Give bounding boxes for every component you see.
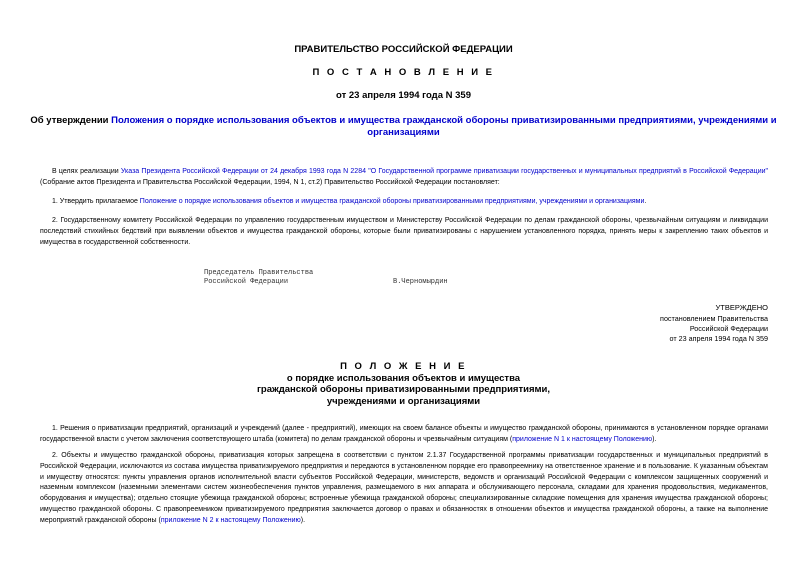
- regulation-title: [0, 361, 807, 407]
- preamble-paragraph: [40, 167, 768, 189]
- item-1-paragraph: [40, 197, 768, 208]
- signature-position-line1: Председатель Правительства: [204, 269, 314, 277]
- regulation-item-1-suffix: ).: [652, 435, 657, 443]
- regulation-head: П О Л О Ж Е Н И Е: [340, 361, 467, 372]
- regulation-item-2-paragraph: [40, 451, 768, 527]
- document-date-number: от 23 апреля 1994 года N 359: [336, 90, 471, 101]
- document-type: П О С Т А Н О В Л Е Н И Е: [312, 67, 495, 78]
- subject-link[interactable]: Положения о порядке использования объектов и имущества гражданской обороны приватизированными предприятиями, учреждениями и организациями: [111, 115, 777, 138]
- regulation-link[interactable]: Положение о порядке использования объектов и имущества гражданской обороны приватизированными предприятиями, учреждениями и организациями: [139, 198, 645, 205]
- regulation-line1: о порядке использования объектов и имущества: [286, 372, 521, 384]
- regulation-item-2-text: 2. Объекты и имущество гражданской обороны, приватизация которых запрещена в соответствии с пунктом 2.1.37 Государственной программы приватизации государственных и муниципальных предприятий в Российской Федерации, исключаются из состава имущества приватизируемого предприятия и передаются в установленном порядке его правопреемнику на ответственное хранение и в пользование. К указанным объектам и имуществу относятся: пункты управления органов исполнительной власти субъектов Российской Федерации, министерств, ведомств и организаций Российской Федерации с комплексом защищенных сооружений и наземным комплексом (наземными элементами систем жизнеобеспечения пунктов управления, размещаемого в них аппарата и обслуживающего персонала, складами для хранения продовольствия, медикаментов, оборудования и имущества); отдельно стоящие убежища гражданской обороны; встроенные убежища гражданской обороны; специализированные складские помещения для хранения имущества гражданской обороны; имущество гражданской обороны. С правопреемником приватизируемого предприятия заключается договор о правах и обязанностях в отношении объектов и имущества гражданской обороны, а также на выполнение мероприятий гражданской обороны (: [40, 452, 768, 524]
- subject-prefix: Об утверждении: [30, 115, 112, 126]
- government-title: ПРАВИТЕЛЬСТВО РОССИЙСКОЙ ФЕДЕРАЦИИ: [294, 44, 513, 55]
- preamble-suffix: (Собрание актов Президента и Правительства Российской Федерации, 1994, N 1, ст.2) Правительство Российской Федерации постановляет:: [40, 178, 500, 186]
- item-1-prefix: 1. Утвердить прилагаемое: [52, 198, 140, 205]
- item-1-suffix: .: [644, 198, 647, 205]
- appendix-2-link[interactable]: приложение N 2 к настоящему Положению: [160, 516, 301, 524]
- decree-link[interactable]: Указа Президента Российской Федерации от 24 декабря 1993 года N 2284 "О Государственной программе приватизации государственных и муниципальных предприятий в Российской Федерации": [120, 168, 768, 175]
- approved-line2: Российской Федерации: [689, 324, 768, 333]
- regulation-item-1-paragraph: [40, 424, 768, 446]
- approved-line3: от 23 апреля 1994 года N 359: [669, 334, 768, 343]
- approved-title: УТВЕРЖДЕНО: [715, 303, 768, 312]
- preamble-prefix: В целях реализации: [52, 168, 121, 175]
- document-subject: [0, 115, 807, 138]
- regulation-line3: учреждениями и организациями: [326, 395, 481, 407]
- regulation-line2: гражданской обороны приватизированными предприятиями,: [256, 384, 551, 395]
- regulation-item-2-suffix: ).: [300, 516, 306, 524]
- signature-name: В.Черномырдин: [393, 278, 448, 286]
- regulation-item-1-text: 1. Решения о приватизации предприятий, организаций и учреждений (далее - предприятий), имеющих на своем балансе объекты и имущество гражданской обороны, принимаются в установленном порядке органами государственной власти с учетом заключения соответствующего штаба (комитета) по делам гражданской обороны и чрезвычайным ситуациям (: [40, 425, 768, 443]
- appendix-1-link[interactable]: приложение N 1 к настоящему Положению: [512, 435, 653, 443]
- approved-line1: постановлением Правительства: [660, 314, 768, 323]
- signature-position-line2: Российской Федерации: [204, 278, 289, 286]
- item-2-paragraph: 2. Государственному комитету Российской Федерации по управлению государственным имуществом и Министерству Российской Федерации по делам гражданской обороны, чрезвычайным ситуациям и ликвидации последствий стихийных бедствий при выявлении объектов и имущества гражданской обороны, которые были приватизированы с нарушением установленного порядка, принять меры к закреплению таких объектов и имущества в государственной собственности.: [40, 217, 768, 246]
